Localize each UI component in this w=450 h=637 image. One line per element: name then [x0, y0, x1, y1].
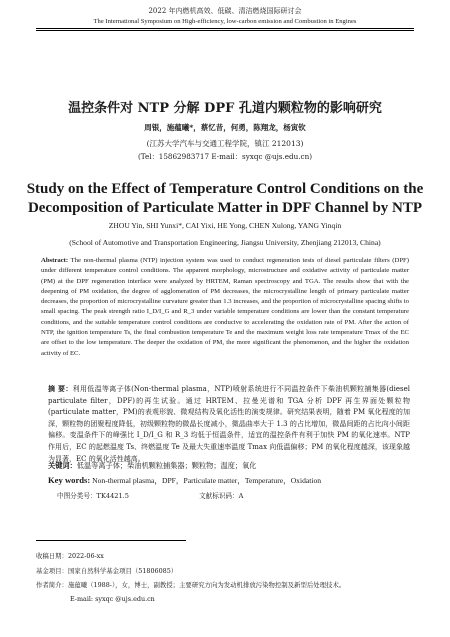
- title-en: Study on the Effect of Temperature Control Conditions on the Decomposition of Particulate Matter in DPF Channel by NTP: [26, 181, 424, 216]
- keywords-en-text: Non-thermal plasma，DPF，Particulate matter，Temperature，Oxidation: [92, 476, 322, 485]
- footnote-rule: [36, 540, 186, 541]
- header-rule: [36, 28, 414, 29]
- footnote-received: 收稿日期：2022-06-xx: [36, 552, 104, 560]
- abstract-cn: [48, 383, 410, 465]
- authors-cn: 周银，施蕴曦*，蔡忆昔，何勇，陈翔龙，杨寅钦: [144, 123, 306, 132]
- title-cn: 温控条件对 NTP 分解 DPF 孔道内颗粒物的影响研究: [68, 101, 382, 116]
- header-cn: 2022 年内燃机高效、低碳、清洁燃烧国际研讨会: [148, 7, 302, 15]
- header-en: The International Symposium on High-efficiency, low-carbon emission and Combustion in Engines: [93, 18, 357, 25]
- keywords-en: [48, 475, 410, 486]
- header-rule-thin: [36, 30, 414, 31]
- footnote-fund: 基金项目：国家自然科学基金项目（51806085）: [36, 567, 178, 575]
- affiliation-cn: (江苏大学汽车与交通工程学院，镇江 212013): [146, 139, 304, 148]
- keywords-cn-text: 低温等离子体；柴油机颗粒捕集器；颗粒物；温度；氧化: [76, 461, 257, 470]
- keywords-cn-label: 关键词：: [48, 461, 77, 470]
- keywords-cn: [48, 461, 410, 471]
- classification-row: [57, 490, 243, 500]
- abstract-en-label: Abstract:: [41, 257, 69, 264]
- abstract-cn-label: 摘 要：: [48, 384, 73, 393]
- document-code: 文献标识码：A: [199, 492, 244, 500]
- footnote-email: E-mail: syxqc @ujs.edu.cn: [70, 595, 155, 603]
- footnote-author-bio: 作者简介：施蕴曦（1988-），女，博士，副教授；主要研究方向为发动机排放污染物控制及新型后处理技术。: [36, 581, 346, 589]
- contact-line: (Tel：15862983717 E-mail：syxqc @ujs.edu.cn): [137, 152, 313, 161]
- abstract-en-text: The non-thermal plasma (NTP) injection system was used to conduct regeneration tests of diesel particulate filters (DPF) under different temperature control conditions. The apparent morphology, microstructure and oxidative activity of particulate matter (PM) at the DPF regeneration interface were analyzed by HRTEM, Raman spectroscopy and TGA. The results show that with the deepening of PM oxidation, the degree of agglomeration of PM decreases, the microcrystalline length of primary particulate matter decreases, the proportion of microcrystalline curvature greater than 1.3 increases, and the proportion of microcrystalline spacing shifts to small spacing. The peak strength ratio I_D/I_G and R_3 under variable temperature conditions are lower than the constant temperature conditions, and the suitable temperature control conditions are conducive to accelerating the oxidation rate of PM. After the action of NTP, the ignition temperature Ts, the final combustion temperature Te and the maximum weight loss rate temperature Tmax of the EC are offset to the low temperature. The deeper the oxidation of PM, the more significant the phenomenon, and the higher the oxidation activity of EC.: [41, 257, 409, 357]
- keywords-en-label: Key words:: [48, 475, 91, 485]
- clc-number: 中图分类号：TK4421.5: [57, 492, 129, 500]
- authors-en: ZHOU Yin, SHI Yunxi*, CAI Yixi, HE Yong, CHEN Xulong, YANG Yinqin: [108, 221, 342, 230]
- affiliation-en: (School of Automotive and Transportation Engineering, Jiangsu University, Zhenjiang 212013, China): [69, 238, 381, 247]
- abstract-en: [41, 256, 409, 359]
- running-header: [0, 0, 450, 25]
- abstract-cn-text: 利用低温等离子体(Non-thermal plasma，NTP)喷射系统进行不同温控条件下柴油机颗粒捕集器(diesel particulate filter，DPF)的再生试验。通过 HRTEM、拉曼光谱和 TGA 分析 DPF 再生界面处颗粒物(particulate matter，PM)的表观形貌、微观结构及氧化活性的演变规律。研究结果表明，随着 PM 氧化程度的加深，颗粒物的团聚程度降低，初级颗粒物的微晶长度减小，微晶曲率大于 1.3 的占比增加，微晶间距的占比向小间距偏移。变温条件下的峰强比 I_D/I_G 和 R_3 均低于恒温条件，适宜的温控条件有利于加快 PM 的氧化速率。NTP 作用后，EC 的起燃温度 Ts、终燃温度 Te 及最大失重速率温度 Tmax 向低温偏移；PM 的氧化程度越深，该现象越为显著，EC 的氧化活性越高。: [48, 385, 410, 463]
